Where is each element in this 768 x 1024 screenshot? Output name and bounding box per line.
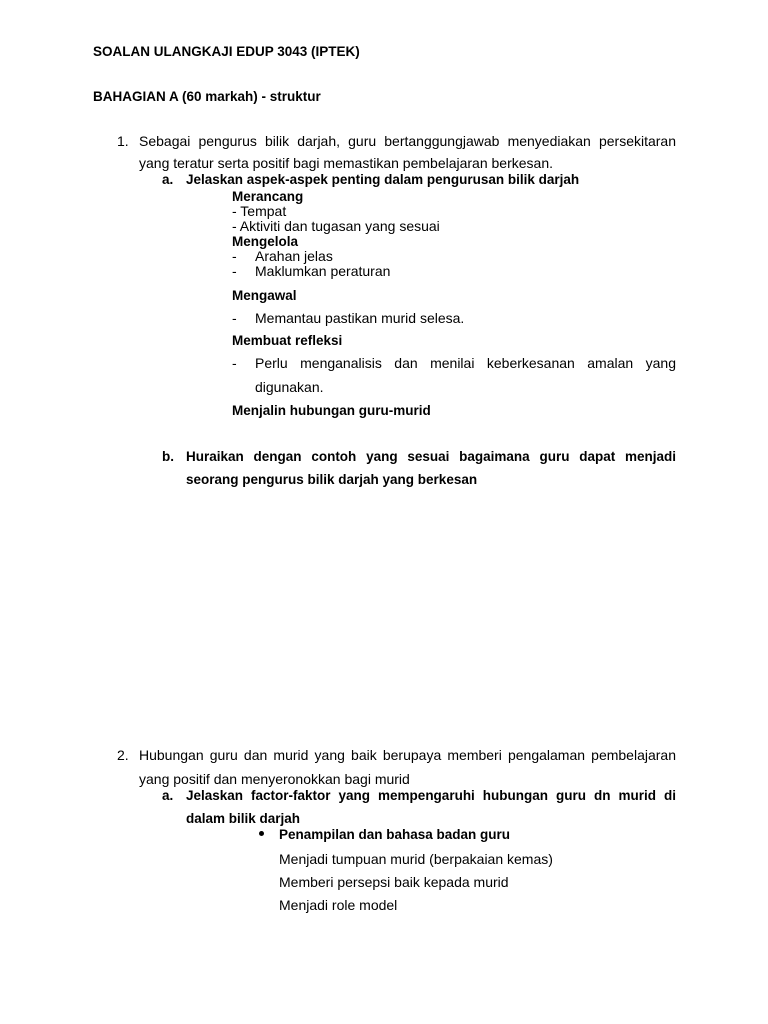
mengelola-dash-2: - <box>232 263 237 279</box>
q2a-line1: Jelaskan factor-faktor yang mempengaruhi hubungan guru dn murid di <box>186 788 676 803</box>
q2-text-line1: Hubungan guru dan murid yang baik berupaya memberi pengalaman pembelajaran <box>139 747 676 763</box>
refleksi-line2: digunakan. <box>255 379 324 395</box>
q1-text-line2: yang teratur serta positif bagi memastikan pembelajaran berkesan. <box>139 155 553 171</box>
merancang-item-tempat: - Tempat <box>232 203 287 219</box>
document-title: SOALAN ULANGKAJI EDUP 3043 (IPTEK) <box>93 44 360 59</box>
q2-text-line2: yang positif dan menyeronokkan bagi murid <box>139 771 410 787</box>
section-heading: BAHAGIAN A (60 markah) - struktur <box>93 89 321 104</box>
q2a-label: a. <box>162 788 174 803</box>
q2-bullet-item-3: Menjadi role model <box>279 897 398 913</box>
q1b-line1: Huraikan dengan contoh yang sesuai bagaimana guru dapat menjadi <box>186 449 676 464</box>
q1-text-line1: Sebagai pengurus bilik darjah, guru bertanggungjawab menyediakan persekitaran <box>139 133 676 149</box>
q2-number: 2. <box>117 747 129 763</box>
mengelola-item-arahan: Arahan jelas <box>255 248 333 264</box>
mengawal-dash: - <box>232 310 237 326</box>
q1b-line2: seorang pengurus bilik darjah yang berkesan <box>186 472 478 487</box>
merancang-item-aktiviti: - Aktiviti dan tugasan yang sesuai <box>232 218 440 234</box>
refleksi-heading: Membuat refleksi <box>232 333 343 348</box>
mengelola-heading: Mengelola <box>232 234 299 249</box>
q1b-label: b. <box>162 449 174 464</box>
refleksi-dash: - <box>232 355 237 371</box>
q1a-label: a. <box>162 172 174 187</box>
q2-bullet-heading: Penampilan dan bahasa badan guru <box>279 827 511 842</box>
mengelola-dash-1: - <box>232 248 237 264</box>
q1a-text: Jelaskan aspek-aspek penting dalam pengurusan bilik darjah <box>186 172 580 187</box>
hubungan-heading: Menjalin hubungan guru-murid <box>232 403 431 418</box>
mengelola-item-peraturan: Maklumkan peraturan <box>255 263 391 279</box>
merancang-heading: Merancang <box>232 189 304 204</box>
mengawal-heading: Mengawal <box>232 288 297 303</box>
q2-bullet-item-2: Memberi persepsi baik kepada murid <box>279 874 509 890</box>
refleksi-line1: Perlu menganalisis dan menilai keberkesanan amalan yang <box>255 355 676 371</box>
mengawal-item: Memantau pastikan murid selesa. <box>255 310 465 326</box>
q2-bullet-item-1: Menjadi tumpuan murid (berpakaian kemas) <box>279 851 553 867</box>
q1-number: 1. <box>117 133 129 149</box>
q2a-line2: dalam bilik darjah <box>186 811 301 826</box>
bullet-icon <box>259 831 264 836</box>
